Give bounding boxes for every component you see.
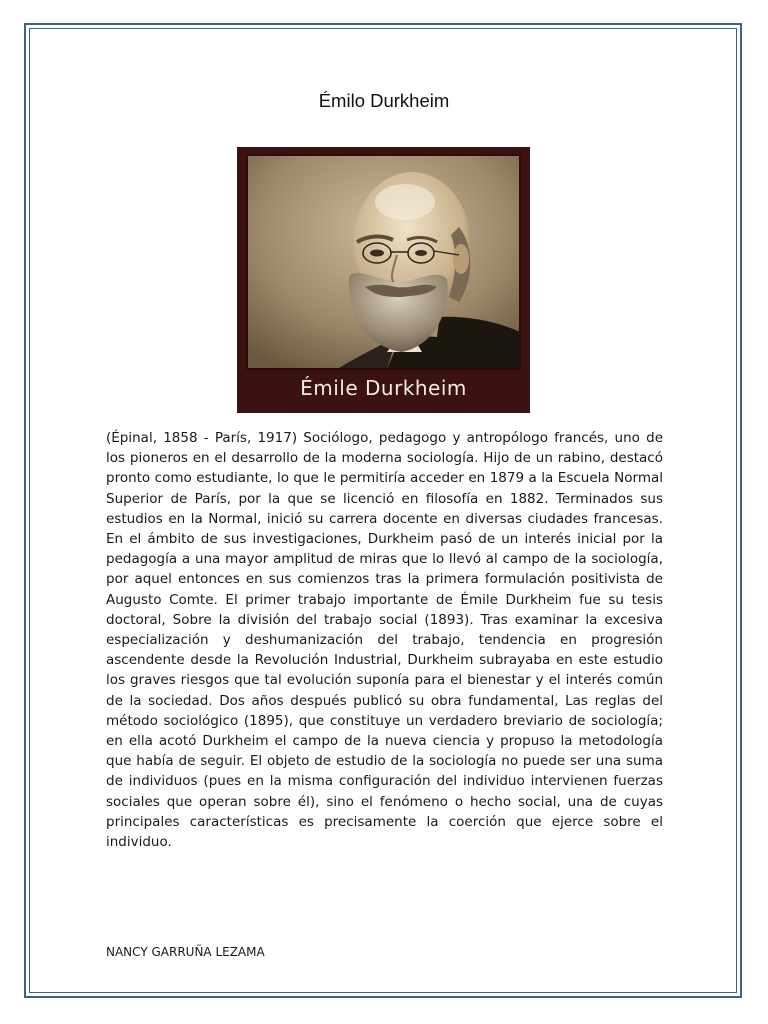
- biography-paragraph: (Épinal, 1858 - París, 1917) Sociólogo, pedagogo y antropólogo francés, uno de los pioneros en el desarrollo de la moderna sociología. Hijo de un rabino, destacó pronto como estudiante, lo que le permitiría acceder en 1879 a la Escuela Normal Superior de París, por la que se licenció en filosofía en 1882. Terminados sus estudios en la Normal, inició su carrera docente en diversas ciudades francesas. En el ámbito de sus investigaciones, Durkheim pasó de un interés inicial por la pedagogía a una mayor amplitud de miras que lo llevó al campo de la sociología, por aquel entonces en sus comienzos tras la primera formulación positivista de Augusto Comte. El primer trabajo importante de Émile Durkheim fue su tesis doctoral, Sobre la división del trabajo social (1893). Tras examinar la excesiva especialización y deshumanización del trabajo, tendencia en progresión ascendente desde la Revolución Industrial, Durkheim subrayaba en este estudio los graves riesgos que tal evolución suponía para el bienestar y el interés común de la sociedad. Dos años después publicó su obra fundamental, Las reglas del método sociológico (1895), que constituye un verdadero breviario de sociología; en ella acotó Durkheim el campo de la nueva ciencia y propuso la metodología que había de seguir. El objeto de estudio de la sociología no puede ser una suma de individuos (pues en la misma configuración del individuo intervienen fuerzas sociales que operan sobre él), sino el fenómeno o hecho social, una de cuyas principales características es precisamente la coerción que ejerce sobre el individuo.: [106, 430, 663, 851]
- document-title: Émilo Durkheim: [318, 90, 450, 111]
- portrait-image: [237, 147, 530, 413]
- author-name: NANCY GARRUÑA LEZAMA: [106, 945, 265, 959]
- portrait-illustration: [237, 147, 530, 413]
- portrait-caption: Émile Durkheim: [300, 376, 467, 400]
